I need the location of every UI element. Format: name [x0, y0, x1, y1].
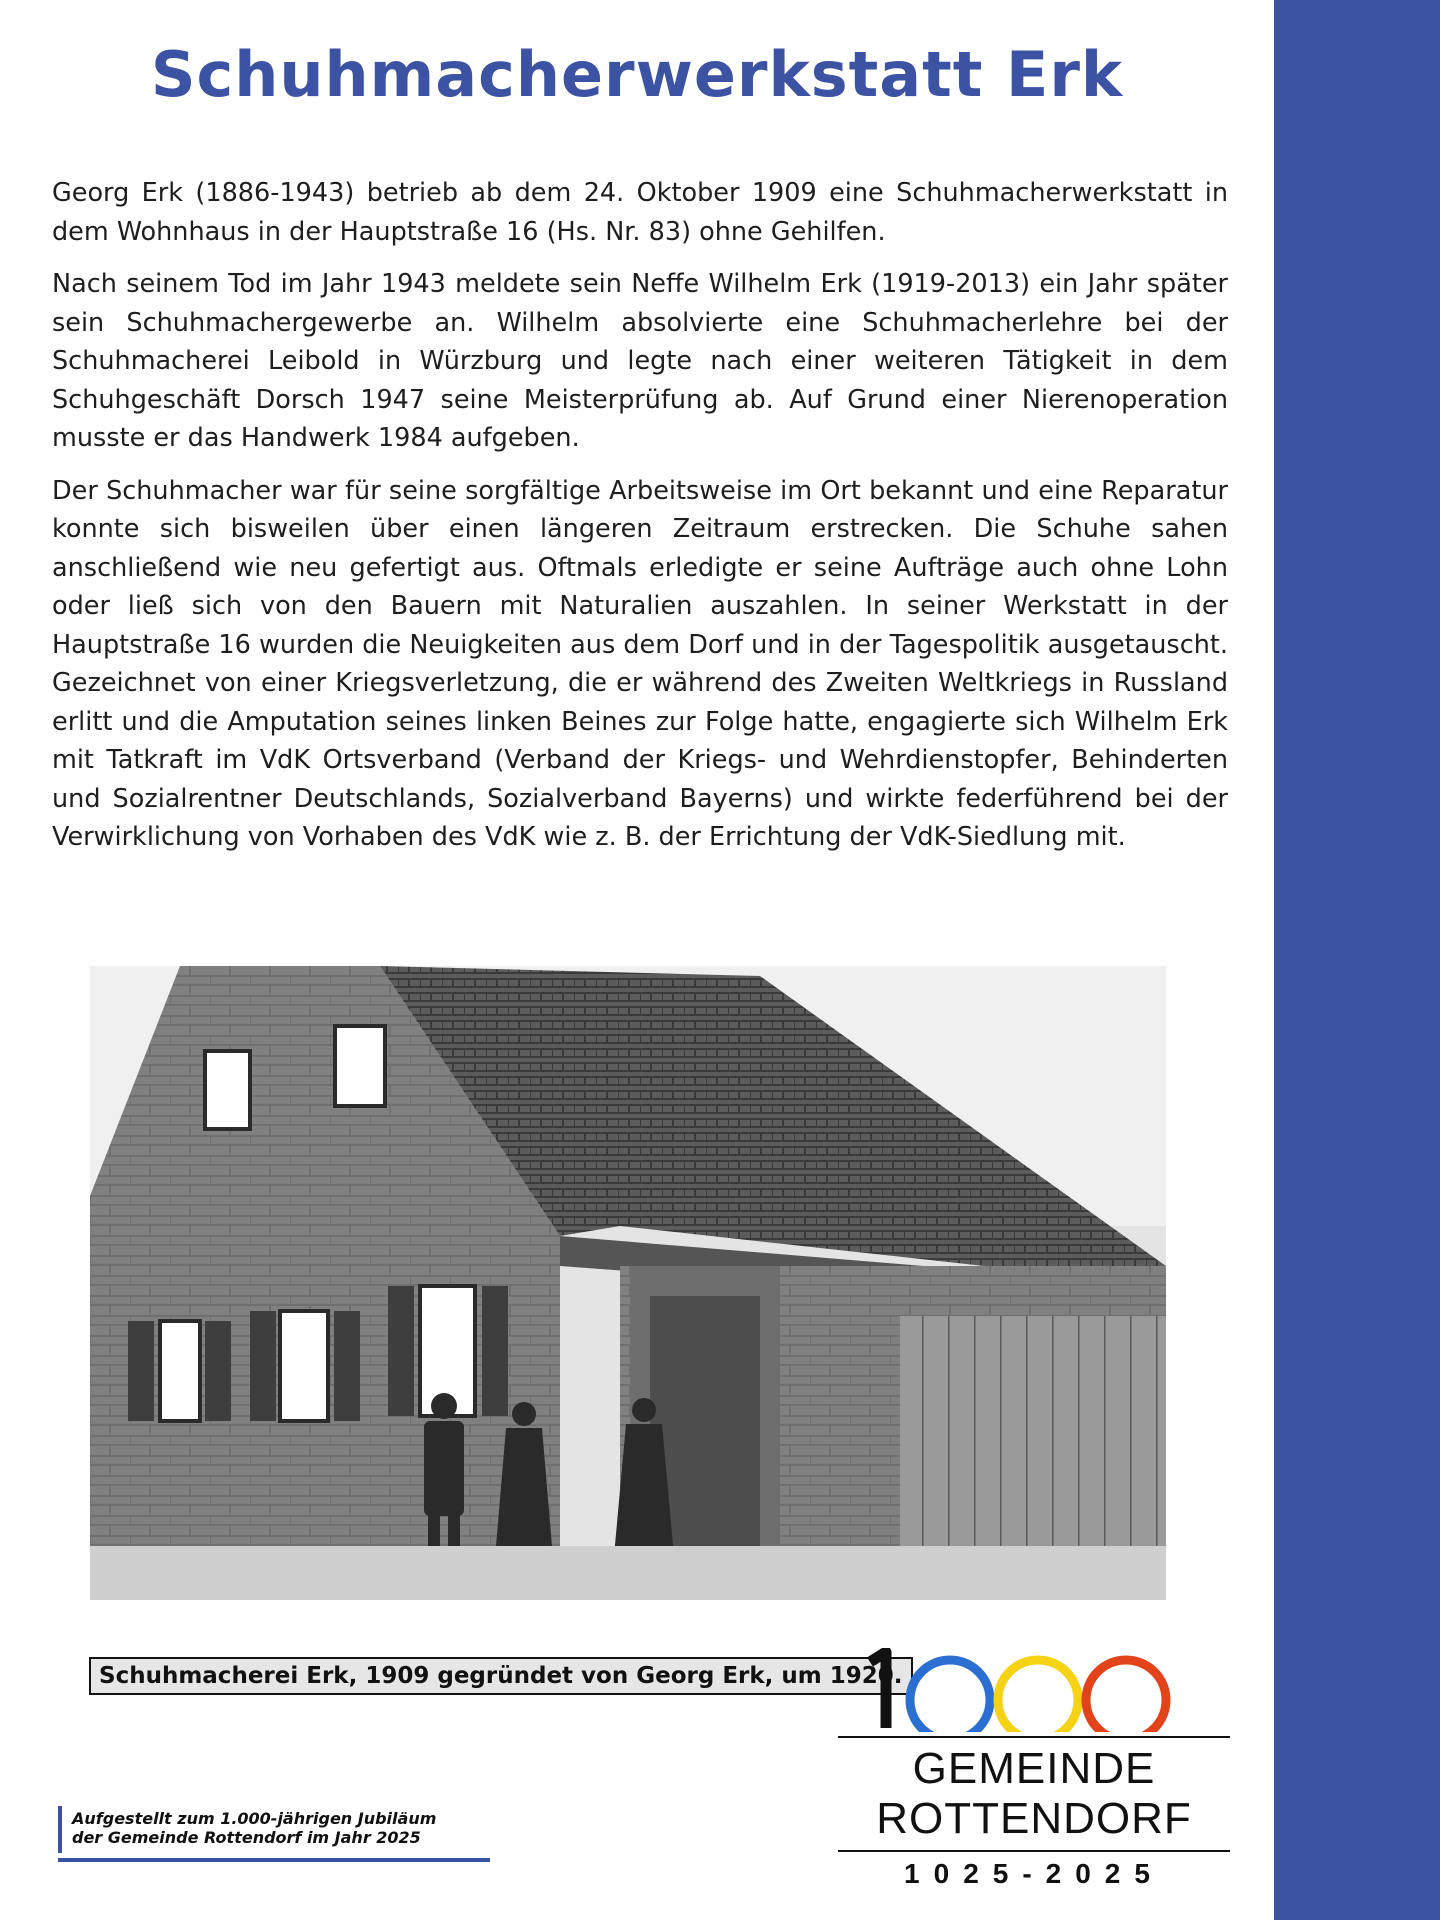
jubilee-note-line-2: der Gemeinde Rottendorf im Jahr 2025 [72, 1828, 421, 1847]
note-underline [58, 1858, 490, 1862]
logo-years: 1025-2025 [904, 1858, 1164, 1889]
paragraph-3: Der Schuhmacher war für seine sorgfältige Arbeitsweise im Ort bekannt und eine Reparatur konnte sich bisweilen über einen längeren Zeitraum erstrecken. Die Schuhe sahen anschließend wie neu gefertigt aus. Oftmals erledigte er seine Aufträge auch ohne Lohn oder ließ sich von den Bauern mit Naturalien auszahlen. In seiner Werkstatt in der Hauptstraße 16 wurden die Neuigkeiten aus dem Dorf und in der Tagespolitik ausgetauscht. Gezeichnet von einer Kriegsverletzung, die er während des Zweiten Weltkriegs in Russland erlitt und die Amputation seines linken Beines zur Folge hatte, engagierte sich Wilhelm Erk mit Tatkraft im VdK Ortsverband (Verband der Kriegs- und Wehrdienstopfer, Behinderten und Sozialrentner Deutschlands, Sozialverband Bayerns) und wirkte federführend bei der Verwirklichung von Vorhaben des VdK wie z. B. der Errichtung der VdK-Siedlung mit. [52, 475, 1228, 852]
municipality-logo [838, 1648, 1230, 1898]
jubilee-note-line-1: Aufgestellt zum 1.000-jährigen Jubiläum [72, 1809, 437, 1828]
historic-photo [90, 966, 1166, 1600]
paragraph-2: Nach seinem Tod im Jahr 1943 meldete sein Neffe Wilhelm Erk (1919-2013) ein Jahr später sein Schuhmachergewerbe an. Wilhelm absolvierte eine Schuhmacherlehre bei der Schuhmacherei Leibold in Würzburg und legte nach einer weiteren Tätigkeit in dem Schuhgeschäft Dorsch 1947 seine Meisterprüfung ab. Auf Grund einer Nierenoperation musste er das Handwerk 1984 aufgeben. [52, 269, 1228, 453]
logo-text-gemeinde: GEMEINDE [912, 1744, 1156, 1793]
sidebar-band [1274, 0, 1440, 1920]
jubilee-note [58, 1806, 436, 1853]
page-title: Schuhmacherwerkstatt Erk [150, 38, 1124, 111]
paragraph-1: Georg Erk (1886-1943) betrieb ab dem 24. Oktober 1909 eine Schuhmacherwerkstatt in dem Wohnhaus in der Hauptstraße 16 (Hs. Nr. 83) ohne Gehilfen. [52, 178, 1228, 247]
logo-1000-mark [838, 1648, 1230, 1732]
body-text [52, 174, 1228, 871]
logo-rule-bottom [838, 1850, 1230, 1852]
photo-caption: Schuhmacherei Erk, 1909 gegründet von Georg Erk, um 1920. [89, 1657, 913, 1695]
logo-text-rottendorf: ROTTENDORF [876, 1794, 1192, 1843]
logo-rule-top [838, 1736, 1230, 1738]
